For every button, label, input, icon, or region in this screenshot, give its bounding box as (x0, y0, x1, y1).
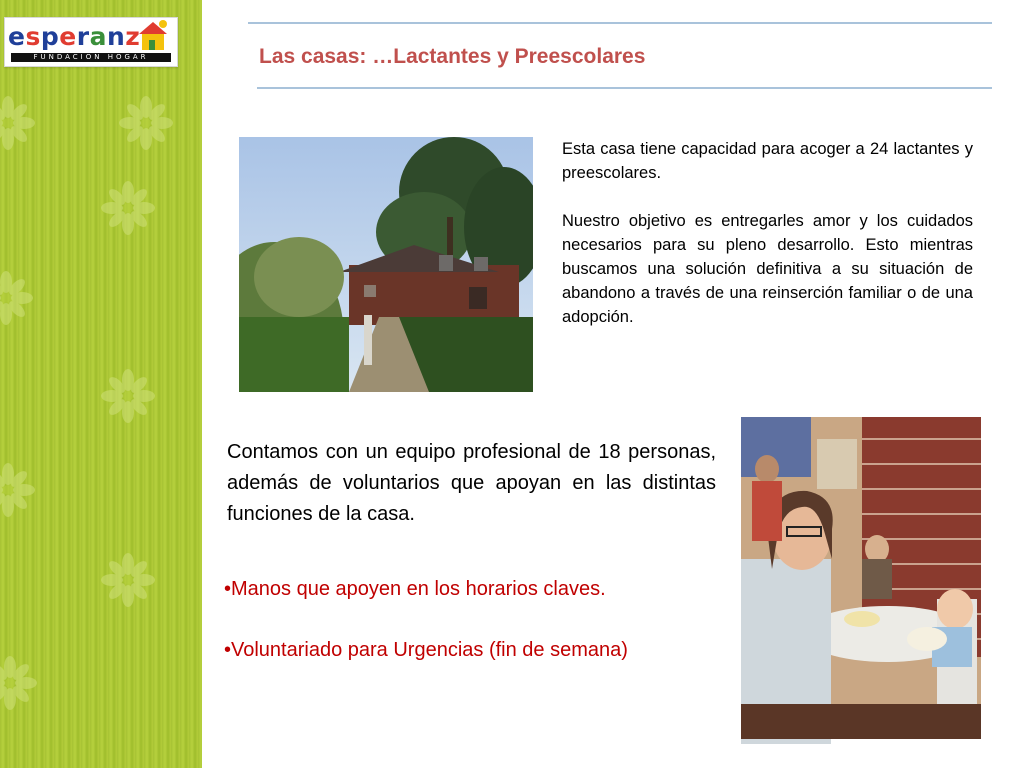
list-item: •Voluntariado para Urgencias (fin de semana) (224, 639, 628, 661)
flower-icon (0, 655, 38, 711)
children-dining-photo (737, 409, 985, 744)
team-paragraph: Contamos con un equipo profesional de 18 personas, además de voluntarios que apoyan en las distintas funciones de la casa. (227, 441, 716, 525)
flower-icon (0, 462, 36, 518)
house-icon (139, 20, 167, 50)
logo-tagline: FUNDACION HOGAR (11, 53, 171, 62)
svg-text:esperanz: esperanz (8, 22, 141, 51)
esperanza-logo (4, 17, 178, 67)
objective-paragraph: Nuestro objetivo es entregarles amor y los cuidados necesarios para su pleno desarrollo. Esto mientras buscamos una solución definitiva a su situación de abandono a través de una reinserción familiar o de una adopción. (562, 212, 973, 326)
intro-text (562, 137, 973, 353)
flower-icon (100, 180, 156, 236)
list-item: •Manos que apoyen en los horarios claves. (224, 578, 606, 600)
slide-title: Las casas: …Lactantes y Preescolares (259, 45, 646, 68)
flower-icon (100, 552, 156, 608)
capacity-paragraph: Esta casa tiene capacidad para acoger a 24 lactantes y preescolares. (562, 140, 973, 182)
flower-icon (100, 368, 156, 424)
logo-wordmark (5, 18, 177, 52)
title-rule-top (248, 22, 992, 24)
house-photo (239, 137, 533, 392)
flower-icon (118, 95, 174, 151)
decorative-side-strip (0, 0, 202, 768)
title-rule-bottom (257, 87, 992, 89)
flower-icon (0, 270, 34, 326)
flower-icon (0, 95, 36, 151)
